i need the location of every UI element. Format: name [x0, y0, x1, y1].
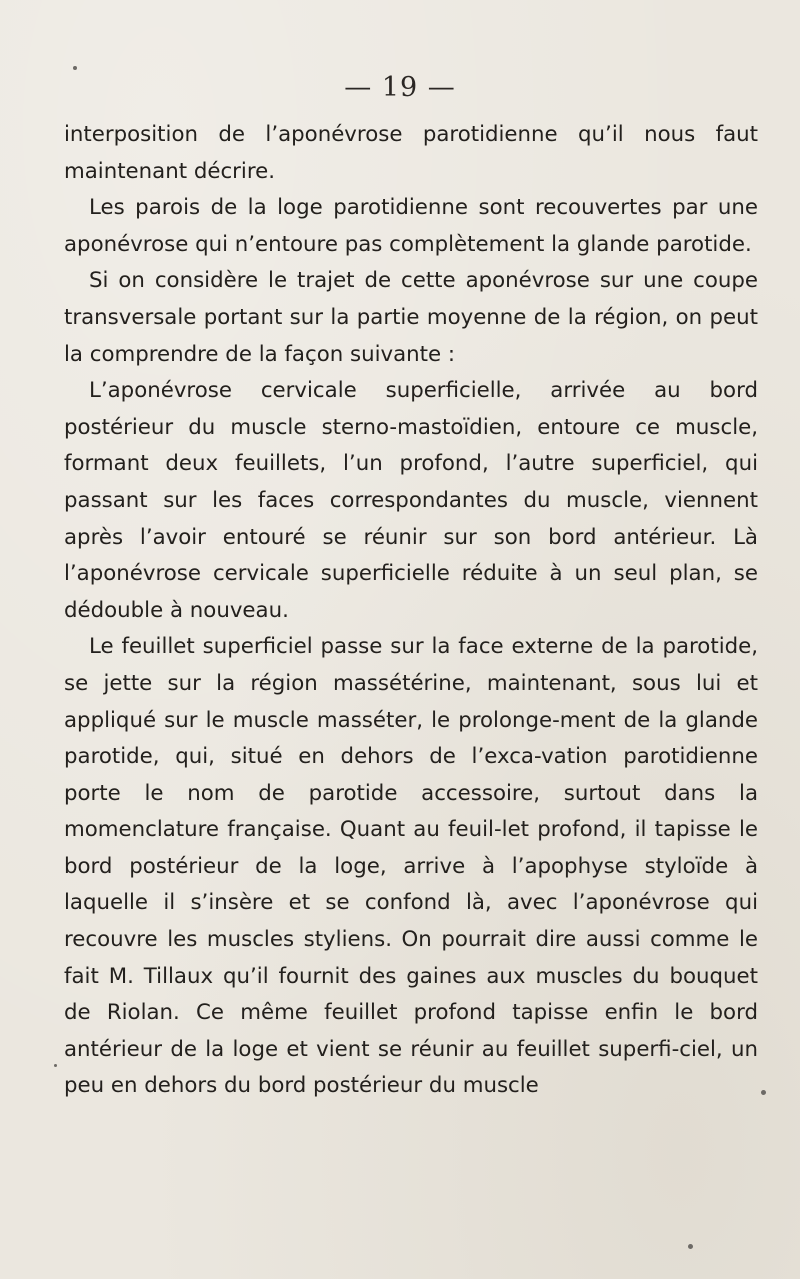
paragraph-aponevrose-cervicale: L’aponévrose cervicale superficielle, arrivée au bord postérieur du muscle sterno-mastoïdien, entoure ce muscle, formant deux feuillets, l’un profond, l’autre superficiel, qui passant sur les faces correspondantes du muscle, viennent après l’avoir entouré se réunir sur son bord antérieur. Là l’aponévrose cervicale superficielle réduite à un seul plan, se dédouble à nouveau. — [64, 378, 758, 623]
page-number: — 19 — — [344, 72, 456, 103]
paragraph-feuillet-superficiel: Le feuillet superficiel passe sur la face externe de la parotide, se jette sur la région massétérine, maintenant, sous lui et appliqué sur le muscle masséter, le prolonge-ment de la glande parotide, qui, situé en dehors de l’exca-vation parotidienne porte le nom de parotide accessoire, surtout dans la momenclature française. Quant au feuil-let profond, il tapisse le bord postérieur de la loge, arrive à l’apophyse styloïde à laquelle il s’insère et se confond là, avec l’aponévrose qui recouvre les muscles styliens. On pourrait dire aussi comme le fait M. Tillaux qu’il fournit des gaines aux muscles du bouquet de Riolan. Ce même feuillet profond tapisse enfin le bord antérieur de la loge et vient se réunir au feuillet superfi-ciel, un peu en dehors du bord postérieur du muscle — [64, 634, 758, 1099]
paper-speck — [73, 66, 77, 70]
paragraph-trajet: Si on considère le trajet de cette aponévrose sur une coupe transversale portant sur la partie moyenne de la région, on peut la comprendre de la façon suivante : — [64, 268, 758, 367]
paragraph-continuation: interposition de l’aponévrose parotidienne qu’il nous faut maintenant décrire. — [64, 122, 758, 184]
paper-speck — [54, 1064, 57, 1067]
body-text — [64, 117, 758, 1105]
paper-speck — [688, 1244, 693, 1249]
paper-speck — [761, 1090, 766, 1095]
paragraph-parois: Les parois de la loge parotidienne sont recouvertes par une aponévrose qui n’entoure pas complètement la glande parotide. — [64, 195, 758, 257]
